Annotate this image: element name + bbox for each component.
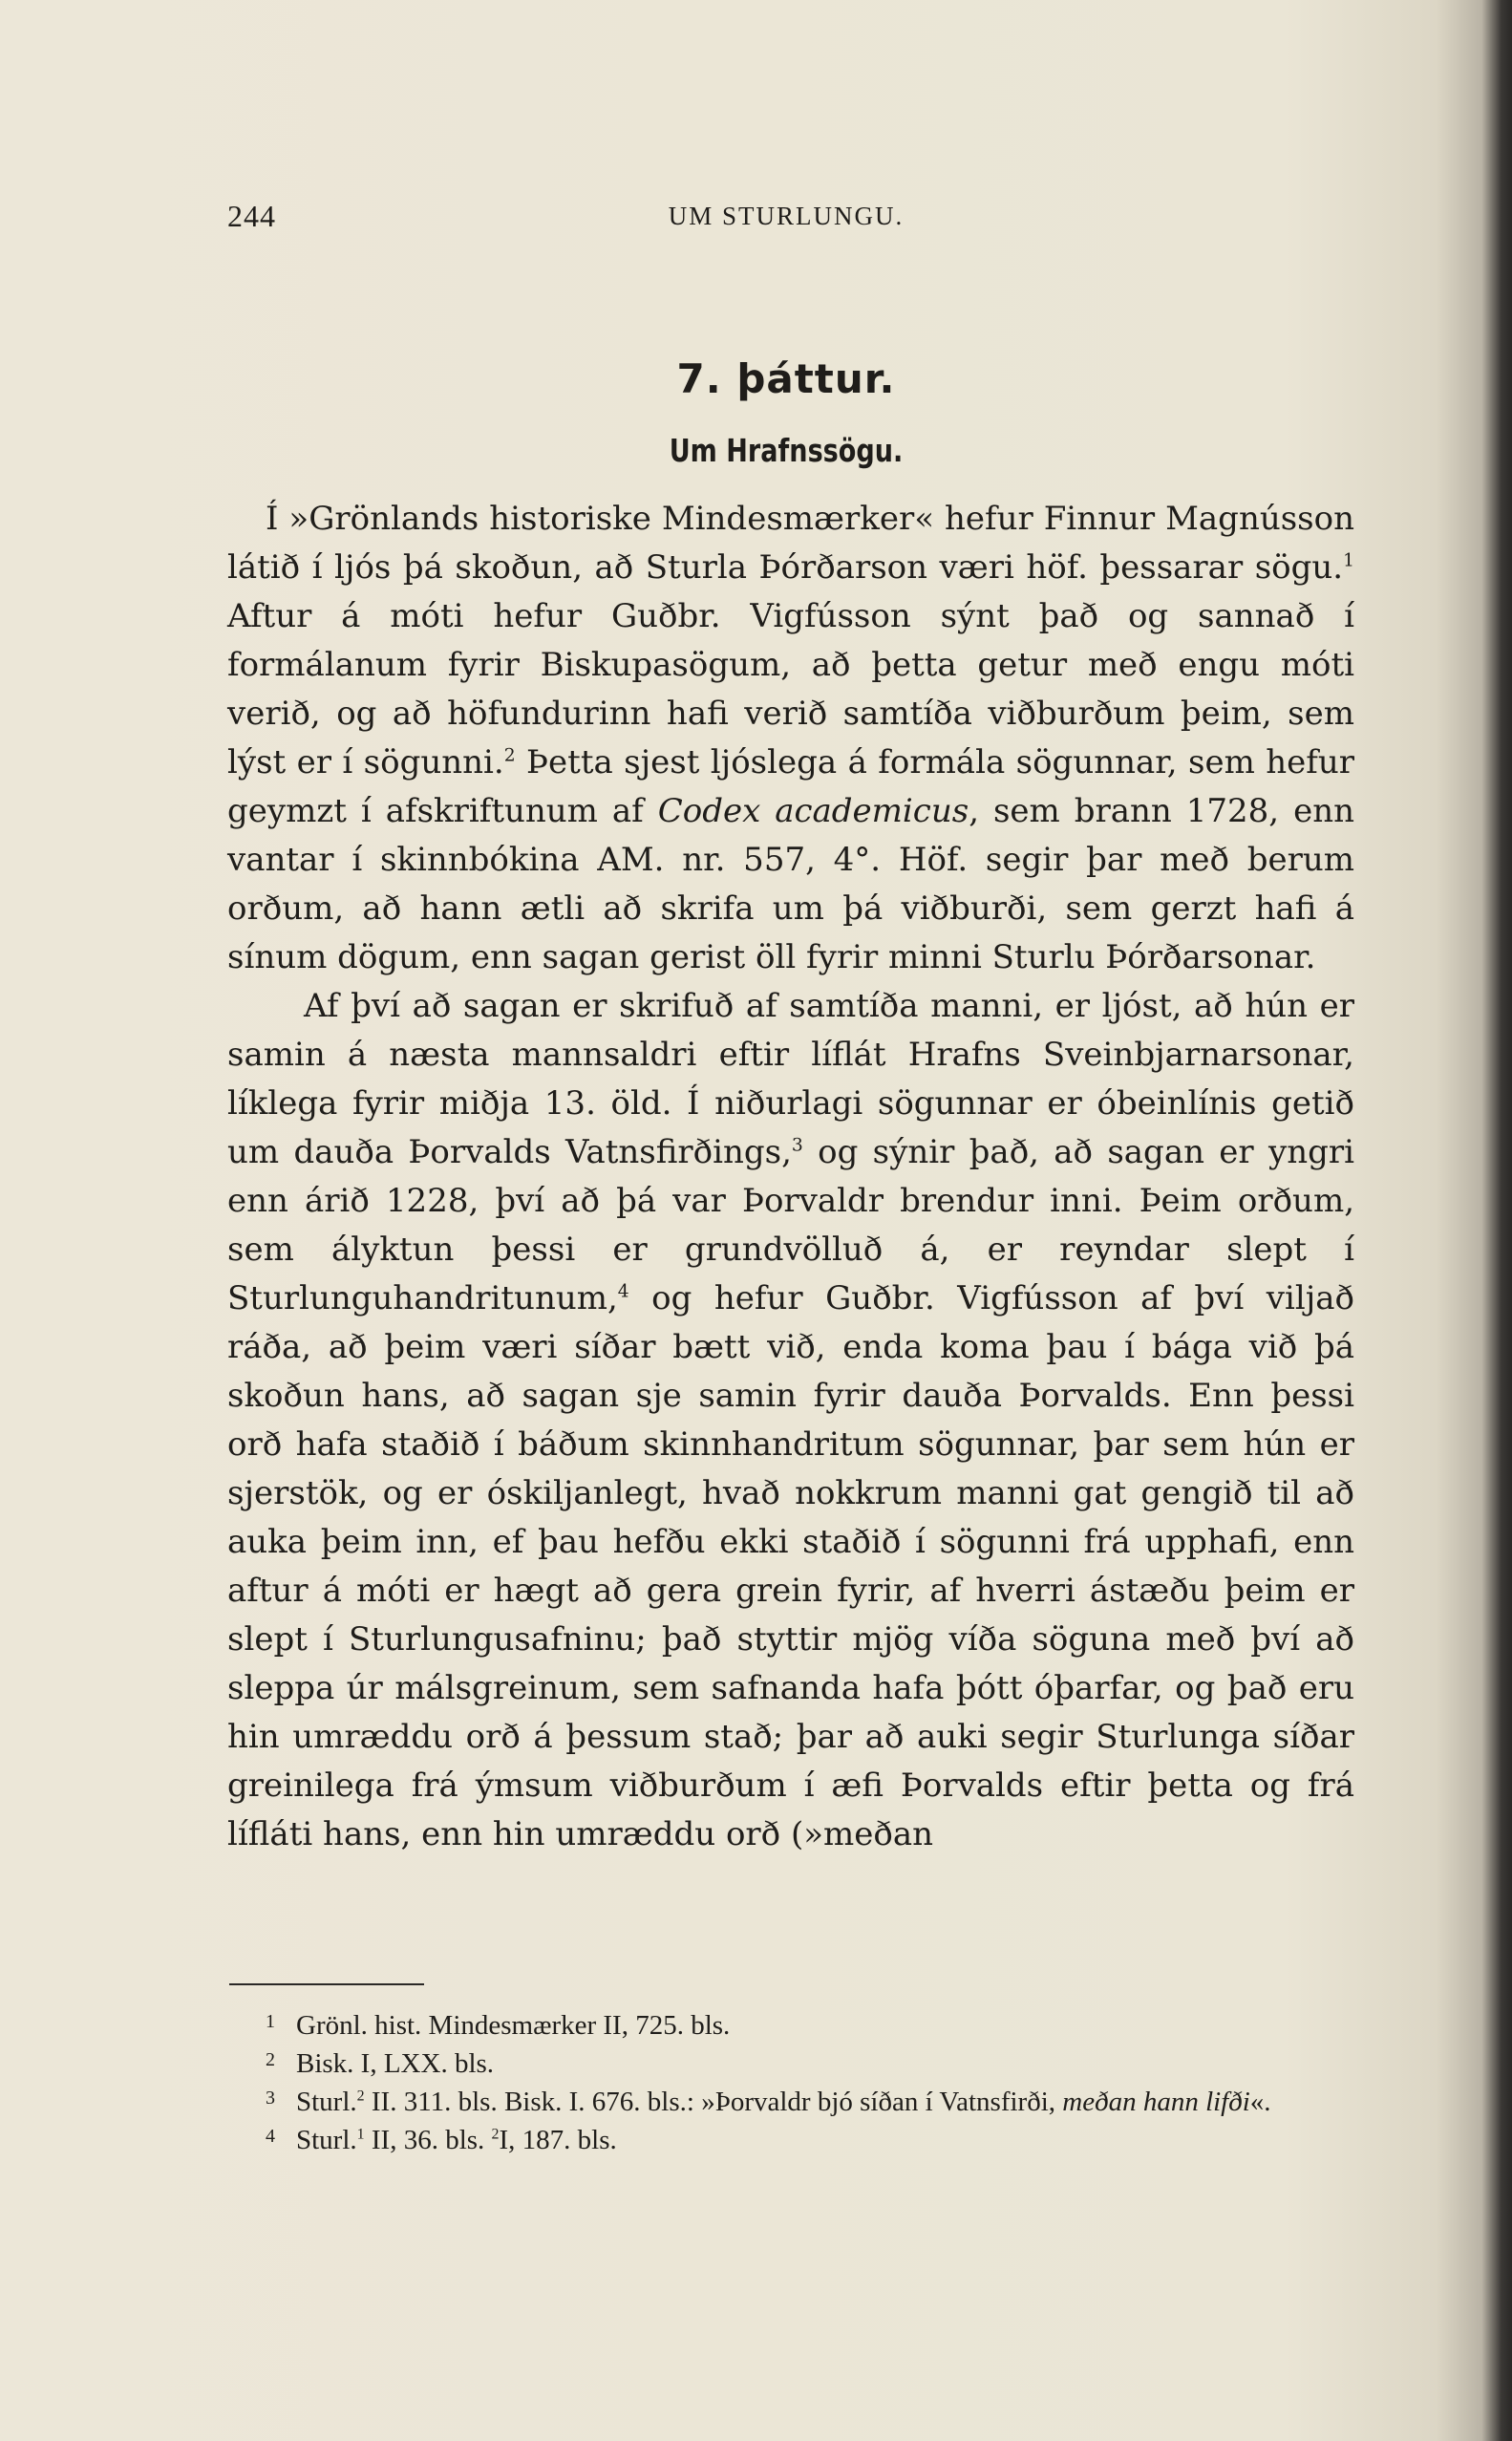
page-number: 244 [227, 199, 276, 233]
paragraph-text: og hefur Guðbr. Vigfússon af því viljað ráða, að þeim væri síðar bætt við, enda koma þau í bága við þá skoðun hans, að sagan sje samin fyrir dauða Þorvalds. Enn þessi orð hafa staðið í báðum skinnhandritum sögunnar, þar sem hún er sjerstök, og er óskiljanlegt, hvað nokkrum manni gat gengið til að auka þeim inn, ef þau hefðu ekki staðið í sögunni frá upphafi, enn aftur á móti er hægt að gera grein fyrir, af hverri ástæðu þeim er slept í Sturlungusafninu; það styttir mjög víða söguna með því að sleppa úr málsgreinum, sem safnanda hafa þótt óþarfar, og það eru hin umræddu orð á þessum stað; þar að auki segir Sturlunga síðar greinilega frá ýmsum viðburðum í æfi Þorvalds eftir þetta og frá lífláti hans, enn hin umræddu orð (»meðan [227, 1279, 1354, 1853]
footnote-ref-3: 3 [791, 1135, 803, 1156]
footnote-text: II. 311. bls. Bisk. I. 676. bls.: »Þorvaldr bjó síðan í Vatnsfirði, [364, 2087, 1063, 2117]
footnote-ref-1: 1 [1343, 550, 1354, 571]
edition-superscript: 2 [356, 2088, 365, 2105]
paragraph-text: Aftur á móti hefur Guðbr. Vigfússon sýnt það og sannað í formálanum fyrir Biskupasögum, að þetta getur með engu móti verið, og að höfundurinn hafi verið samtíða viðburðum þeim, sem lýst er í sögunni. [227, 597, 1354, 782]
edition-superscript: 1 [356, 2126, 365, 2143]
footnote-text: Grönl. hist. Mindesmærker II, 725. bls. [296, 2010, 731, 2041]
footnote-1 [266, 2006, 1354, 2045]
footnote-ref-2: 2 [503, 745, 516, 766]
paragraph-text: Af því að sagan er skrifuð af samtíða manni, er ljóst, að hún er samin á næsta mannsaldri eftir líflát Hrafns Sveinbjarnarsonar, líklega fyrir miðja 13. öld. Í niðurlagi sögunnar er óbeinlínis getið um dauða Þorvalds Vatnsfirðings, [227, 987, 1354, 1171]
footnote-mark: 1 [266, 2011, 275, 2032]
footnote-ref-4: 4 [617, 1281, 629, 1302]
italic-title: Codex academicus [657, 792, 969, 830]
chapter-title: 7. þáttur. [676, 355, 896, 402]
footnote-divider [229, 1983, 424, 1985]
body-text [227, 495, 1354, 1859]
footnote-text: II, 36. bls. [364, 2125, 492, 2155]
paragraph-text: Í »Grönlands historiske Mindesmærker« hefur Finnur Magnússon látið í ljós þá skoðun, að Sturla Þórðarson væri höf. þessarar sögu. [227, 500, 1354, 587]
footnote-mark: 2 [266, 2049, 275, 2070]
footnote-3 [266, 2083, 1354, 2121]
running-head: UM STURLUNGU. [668, 202, 905, 230]
footnote-2 [266, 2045, 1354, 2083]
footnote-text: Sturl. [296, 2125, 357, 2155]
paragraph-1 [227, 495, 1354, 982]
footnote-text: Bisk. I, LXX. bls. [296, 2048, 495, 2079]
paragraph-text: og sýnir það, að sagan er yngri enn árið 1228, því að þá var Þorvaldr brendur inni. Þeim orðum, sem ályktun þessi er grundvölluð á, er reyndar slept í Sturlunguhandritunum, [227, 1133, 1354, 1317]
footnote-italic: meðan hann lifði [1062, 2087, 1250, 2117]
paragraph-text: , sem brann 1728, enn vantar í skinnbókina AM. nr. 557, 4°. Höf. segir þar með berum orðum, að hann ætli að skrifa um þá viðburði, sem gerzt hafi á sínum dögum, enn sagan gerist öll fyrir minni Sturlu Þórðarsonar. [227, 792, 1354, 976]
footnote-text: Sturl. [296, 2087, 357, 2117]
paragraph-2 [227, 982, 1354, 1859]
footnote-4 [266, 2121, 1354, 2159]
page-header [227, 199, 1345, 237]
chapter-subtitle: Um Hrafnssögu. [669, 432, 904, 469]
footnote-mark: 4 [266, 2126, 275, 2147]
paragraph-text: Þetta sjest ljóslega á formála sögunnar, sem hefur geymzt í afskriftunum af [227, 743, 1355, 830]
edition-superscript: 2 [491, 2126, 500, 2143]
footnote-text: «. [1249, 2087, 1271, 2117]
footnote-text: I, 187. bls. [499, 2125, 617, 2155]
footnotes [266, 2006, 1354, 2159]
footnote-mark: 3 [266, 2088, 275, 2109]
